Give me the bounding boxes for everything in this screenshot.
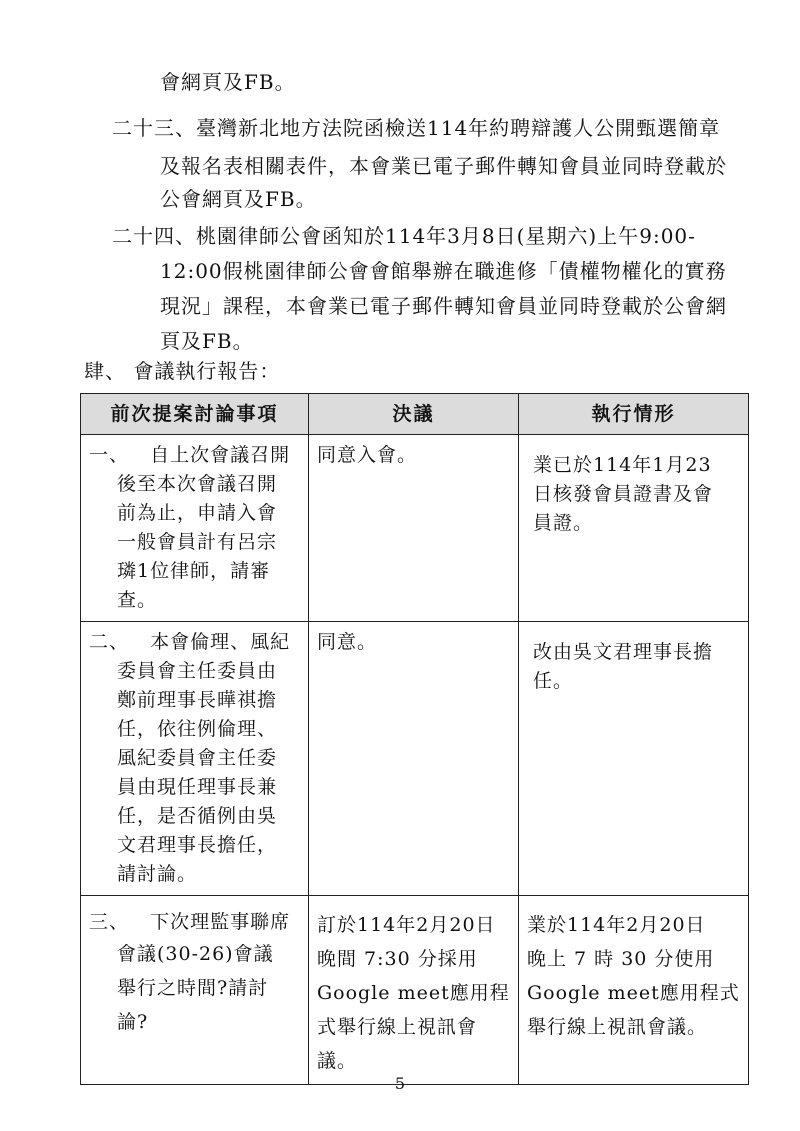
topic-line: 舉行之時間?請討 [117, 977, 269, 999]
execution-cell [519, 435, 749, 622]
paragraph-line: 二十三、臺灣新北地方法院函檢送114年約聘辯護人公開甄選簡章 [112, 116, 721, 140]
resolution-cell [309, 622, 519, 896]
topic-line: 論? [117, 1011, 149, 1033]
execution-line: 員證。 [533, 512, 594, 534]
topic-line: 本會倫理、風紀 [150, 631, 291, 653]
topic-line: 自上次會議召開 [150, 444, 291, 466]
topic-cell [81, 896, 309, 1085]
topic-line: 委員會主任委員由 [117, 660, 278, 682]
paragraph-line: 二十四、桃園律師公會函知於114年3月8日(星期六)上午9:00- [112, 224, 696, 248]
topic-line: 一般會員計有呂宗 [117, 531, 278, 553]
execution-line: 舉行線上視訊會議。 [527, 1016, 708, 1038]
paragraph-line: 及報名表相關表件，本會業已電子郵件轉知會員並同時登載於 [160, 154, 727, 178]
execution-line: 任。 [533, 670, 574, 692]
execution-line: 改由吳文君理事長擔 [533, 641, 714, 663]
resolution-line: 晚間 7:30 分採用 [317, 948, 478, 970]
topic-line: 員由現任理事長兼 [117, 776, 278, 798]
table-row [81, 896, 749, 1085]
table-row [81, 435, 749, 622]
resolution-cell [309, 435, 519, 622]
item-number: 一、 [89, 444, 130, 466]
topic-line: 鄭前理事長曄祺擔 [117, 689, 278, 711]
execution-cell [519, 896, 749, 1085]
resolution-line: 訂於114年2月20日 [317, 914, 496, 936]
topic-line: 請討論。 [117, 863, 198, 885]
execution-line: 日核發會員證書及會 [533, 483, 714, 505]
topic-line: 前為止，申請入會 [117, 502, 278, 524]
paragraph-line: 頁及FB。 [160, 329, 254, 353]
execution-line: 業於114年2月20日 [527, 914, 706, 936]
table-header-row [81, 394, 749, 435]
page-number: 5 [394, 1074, 406, 1093]
topic-line: 璘1位律師，請審 [117, 560, 271, 582]
meeting-report-table [80, 393, 749, 1085]
topic-line: 查。 [117, 589, 158, 611]
item-number: 二、 [89, 631, 130, 653]
resolution-line: Google meet應用程 [317, 982, 510, 1004]
topic-line: 下次理監事聯席 [150, 911, 291, 933]
topic-line: 風紀委員會主任委 [117, 747, 278, 769]
topic-line: 文君理事長擔任， [117, 834, 278, 856]
header-cell: 執行情形 [519, 394, 749, 435]
topic-cell [81, 435, 309, 622]
execution-line: 業已於114年1月23 [533, 454, 712, 476]
resolution-line: 議。 [317, 1050, 358, 1072]
execution-line: Google meet應用程式 [527, 982, 740, 1004]
topic-line: 會議(30-26)會議 [117, 943, 274, 965]
header-cell: 決議 [309, 394, 519, 435]
resolution-line: 同意。 [317, 631, 378, 653]
item-number: 三、 [89, 911, 130, 933]
resolution-cell [309, 896, 519, 1085]
execution-line: 晚上 7 時 30 分使用 [527, 948, 715, 970]
paragraph-line: 12:00假桃園律師公會會館舉辦在職進修「債權物權化的實務 [160, 259, 727, 283]
resolution-line: 同意入會。 [317, 444, 418, 466]
paragraph-line: 會網頁及FB。 [160, 70, 296, 94]
resolution-line: 式舉行線上視訊會 [317, 1016, 478, 1038]
topic-line: 任，是否循例由吳 [117, 805, 278, 827]
topic-cell [81, 622, 309, 896]
header-cell: 前次提案討論事項 [81, 394, 309, 435]
paragraph-line: 現況」課程，本會業已電子郵件轉知會員並同時登載於公會網 [160, 294, 727, 318]
section-title: 肆、 會議執行報告： [84, 359, 281, 383]
execution-cell [519, 622, 749, 896]
paragraph-line: 公會網頁及FB。 [160, 187, 317, 211]
topic-line: 後至本次會議召開 [117, 473, 278, 495]
table-row [81, 622, 749, 896]
topic-line: 任，依往例倫理、 [117, 718, 278, 740]
